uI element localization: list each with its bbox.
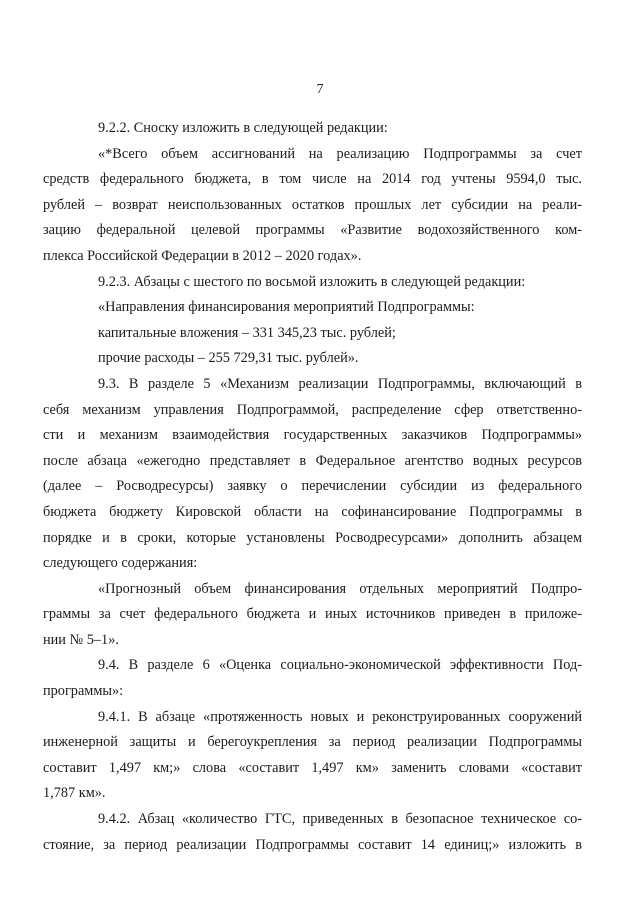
text-line: следующего содержания: [43,555,198,572]
text-line: себя механизм управления Подпрограммой, распределение сфер ответственно- [43,401,582,418]
text-line: (далее – Росводресурсы) заявку о перечислении субсидии из федерального [43,478,582,495]
paragraph [43,577,582,654]
text-line: 9.4.1. В абзаце «протяженность новых и реконструированных сооружений [98,708,582,725]
text-line: сти и механизм взаимодействия государственных заказчиков Подпрограммы» [43,427,582,444]
paragraph [43,653,582,704]
text-line: составит 1,497 км;» слова «составит 1,497 км» заменить словами «составит [43,759,582,776]
page-number: 7 [316,82,324,97]
text-line: «Направления финансирования мероприятий Подпрограммы: [98,299,475,316]
paragraph [43,705,582,807]
paragraph [98,321,582,347]
text-line: плекса Российской Федерации в 2012 – 2020 годах». [43,247,362,264]
text-line: граммы за счет федерального бюджета и иных источников приведен в приложе- [43,606,582,623]
paragraph [98,116,582,142]
text-line: нии № 5–1». [43,631,119,648]
text-line: 1,787 км». [43,785,106,802]
text-line: бюджета бюджету Кировской области на софинансирование Подпрограммы в [43,503,582,520]
text-line: порядке и в сроки, которые установлены Росводресурсами» дополнить абзацем [43,529,582,546]
text-line: 9.2.2. Сноску изложить в следующей редакции: [98,120,388,136]
paragraph [98,346,582,372]
text-line: стояние, за период реализации Подпрограммы составит 14 единиц;» изложить в [43,836,582,853]
text-line: 9.4.2. Абзац «количество ГТС, приведенных в безопасное техническое со- [98,811,582,828]
paragraph [43,807,582,858]
text-line: программы»: [43,683,124,700]
paragraph [43,372,582,577]
text-line: рублей – возврат неиспользованных остатков прошлых лет субсидии на реали- [43,196,582,213]
text-line: 9.4. В разделе 6 «Оценка социально-экономической эффективности Под- [98,657,582,674]
text-line: зацию федеральной целевой программы «Развитие водохозяйственного ком- [43,222,582,239]
document-body [43,116,582,858]
paragraph [98,270,582,296]
text-line: «Прогнозный объем финансирования отдельных мероприятий Подпро- [98,580,582,597]
text-line: 9.2.3. Абзацы с шестого по восьмой изложить в следующей редакции: [98,273,526,290]
paragraph [98,295,582,321]
text-line: прочие расходы – 255 729,31 тыс. рублей». [98,350,359,367]
text-line: после абзаца «ежегодно представляет в Федеральное агентство водных ресурсов [43,452,582,469]
text-line: 9.3. В разделе 5 «Механизм реализации Подпрограммы, включающий в [98,375,582,392]
text-line: «*Всего объем ассигнований на реализацию Подпрограммы за счет [98,145,582,162]
text-line: средств федерального бюджета, в том числе на 2014 год учтены 9594,0 тыс. [43,171,582,188]
paragraph [43,142,582,270]
text-line: капитальные вложения – 331 345,23 тыс. рублей; [98,324,396,341]
text-line: инженерной защиты и берегоукрепления за период реализации Подпрограммы [43,734,582,751]
